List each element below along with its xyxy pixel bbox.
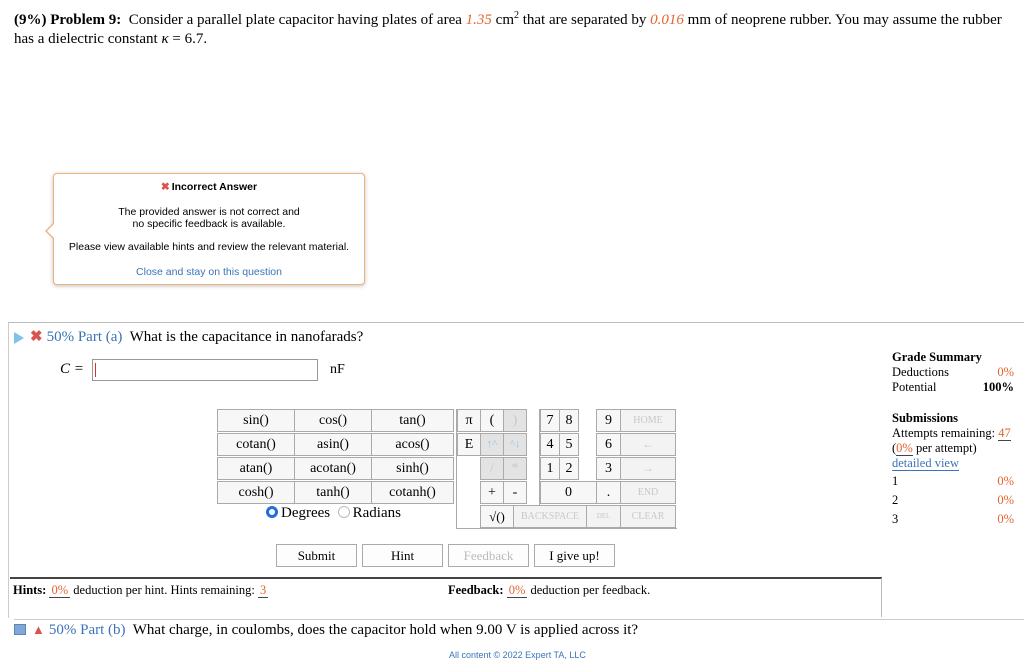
variable-label: C = bbox=[60, 361, 84, 377]
deductions-value: 0% bbox=[997, 365, 1014, 379]
problem-label: Problem 9: bbox=[50, 12, 122, 28]
problem-area-unit: cm bbox=[495, 12, 514, 28]
part-b-percent: 50% bbox=[48, 622, 77, 638]
acos-key[interactable]: acos() bbox=[371, 433, 454, 456]
per-attempt-text: per attempt) bbox=[912, 441, 977, 455]
digit-4-key[interactable]: 4 bbox=[540, 433, 560, 456]
incorrect-x-icon: ✖ bbox=[160, 181, 170, 193]
kappa-symbol: κ bbox=[161, 31, 169, 47]
text-caret bbox=[95, 363, 96, 377]
degrees-radio[interactable] bbox=[266, 506, 278, 518]
submission-row bbox=[892, 493, 1014, 512]
collapse-square-icon[interactable] bbox=[14, 624, 26, 635]
incorrect-answer-popup bbox=[53, 173, 365, 285]
hints-remaining: 3 bbox=[259, 583, 267, 597]
part-b-label: Part (b) bbox=[80, 622, 126, 638]
power-up-key[interactable]: ↑^ bbox=[480, 433, 504, 456]
part-a-percent: 50% bbox=[46, 329, 75, 345]
decimal-key[interactable]: . bbox=[596, 481, 621, 504]
answer-input[interactable] bbox=[92, 359, 318, 381]
close-stay-link[interactable]: Close and stay on this question bbox=[136, 266, 282, 278]
angle-mode bbox=[266, 505, 401, 522]
feedback-label: Feedback: bbox=[448, 583, 504, 597]
digit-2-key[interactable]: 2 bbox=[559, 457, 579, 480]
home-key[interactable]: HOME bbox=[620, 409, 676, 432]
problem-text-2: that are separated by bbox=[518, 12, 651, 28]
digit-9-key[interactable]: 9 bbox=[596, 409, 621, 432]
digit-7-key[interactable]: 7 bbox=[540, 409, 560, 432]
expand-triangle-icon[interactable] bbox=[14, 332, 24, 344]
problem-separation-value: 0.016 bbox=[650, 12, 684, 28]
hints-deduction-pct: 0% bbox=[51, 583, 69, 597]
feedback-button[interactable]: Feedback bbox=[448, 544, 529, 567]
problem-text-3: mm of neoprene rubber. You may assume the rubber has a dielectric constant bbox=[14, 12, 1002, 47]
cotan-key[interactable]: cotan() bbox=[217, 433, 295, 456]
power-down-key[interactable]: ^↓ bbox=[503, 433, 527, 456]
grade-summary-title: Grade Summary bbox=[892, 350, 982, 364]
submission-row bbox=[892, 512, 1014, 531]
detailed-view-link[interactable]: detailed view bbox=[892, 456, 959, 470]
tanh-key[interactable]: tanh() bbox=[294, 481, 372, 504]
backspace-key[interactable]: BACKSPACE bbox=[513, 505, 587, 528]
popup-message-line-2: no specific feedback is available. bbox=[132, 218, 286, 230]
digit-3-key[interactable]: 3 bbox=[596, 457, 621, 480]
multiply-key[interactable]: * bbox=[503, 457, 527, 480]
kappa-equation: = 6.7. bbox=[168, 31, 208, 47]
sinh-key[interactable]: sinh() bbox=[371, 457, 454, 480]
incorrect-x-icon: ✖ bbox=[30, 328, 43, 345]
sin-key[interactable]: sin() bbox=[217, 409, 295, 432]
end-key[interactable]: END bbox=[620, 481, 676, 504]
digit-1-key[interactable]: 1 bbox=[540, 457, 560, 480]
hints-feedback-bar bbox=[10, 577, 882, 617]
potential-value: 100% bbox=[982, 380, 1014, 394]
tan-key[interactable]: tan() bbox=[371, 409, 454, 432]
copyright-footer: All content © 2022 Expert TA, LLC bbox=[449, 650, 586, 660]
unit-label: nF bbox=[330, 362, 345, 377]
popup-message-2: Please view available hints and review the relevant material. bbox=[68, 241, 350, 253]
part-b-question: What charge, in coulombs, does the capacitor hold when 9.00 V is applied across it? bbox=[132, 622, 639, 638]
problem-area-value: 1.35 bbox=[465, 12, 492, 28]
cursor-left-key[interactable]: ← bbox=[620, 433, 676, 456]
cotanh-key[interactable]: cotanh() bbox=[371, 481, 454, 504]
hints-text: deduction per hint. Hints remaining: bbox=[70, 583, 258, 597]
part-a-label: Part (a) bbox=[77, 329, 123, 345]
submission-number: 1 bbox=[892, 474, 899, 488]
e-key[interactable]: E bbox=[457, 433, 481, 456]
submission-row bbox=[892, 474, 1014, 493]
submission-pct: 0% bbox=[997, 493, 1014, 507]
grade-summary: Grade Summary Deductions 0% Potential 100% Submissions Attempts remaining: 47 (0% per attempt) detailed view 1 0% 2 0% 3 0% bbox=[892, 350, 1014, 531]
hints-label: Hints: bbox=[13, 583, 47, 597]
cosh-key[interactable]: cosh() bbox=[217, 481, 295, 504]
give-up-button[interactable]: I give up! bbox=[534, 544, 615, 567]
radians-radio[interactable] bbox=[338, 506, 350, 518]
submission-number: 2 bbox=[892, 493, 899, 507]
problem-statement: (9%) Problem 9: Consider a parallel plate capacitor having plates of area 1.35 $cm^2$ that are separated by 0.016 mm of neoprene rubber. You may assume the rubber has a dielectric constant κ = 6.7. bbox=[14, 10, 1002, 47]
popup-message-line-1: The provided answer is not correct and bbox=[118, 206, 300, 218]
digit-6-key[interactable]: 6 bbox=[596, 433, 621, 456]
part-b-header[interactable] bbox=[14, 619, 1024, 639]
pi-key[interactable]: π bbox=[457, 409, 481, 432]
potential-label: Potential bbox=[892, 380, 937, 394]
feedback-text: deduction per feedback. bbox=[527, 583, 651, 597]
hint-button[interactable]: Hint bbox=[362, 544, 443, 567]
acotan-key[interactable]: acotan() bbox=[294, 457, 372, 480]
divide-key[interactable]: / bbox=[480, 457, 504, 480]
per-attempt-pct: 0% bbox=[896, 441, 913, 455]
popup-title: Incorrect Answer bbox=[171, 181, 258, 193]
cos-key[interactable]: cos() bbox=[294, 409, 372, 432]
sqrt-key[interactable]: √() bbox=[480, 505, 514, 528]
clear-key[interactable]: CLEAR bbox=[620, 505, 676, 528]
submission-pct: 0% bbox=[997, 512, 1014, 526]
problem-percent: (9%) bbox=[14, 12, 47, 28]
problem-text-1: Consider a parallel plate capacitor having plates of area bbox=[128, 12, 466, 28]
attempts-label: Attempts remaining: bbox=[892, 426, 999, 440]
part-a-question: What is the capacitance in nanofarads? bbox=[129, 329, 364, 345]
cursor-right-key[interactable]: → bbox=[620, 457, 676, 480]
radians-label: Radians bbox=[352, 505, 401, 521]
digit-0-key[interactable]: 0 bbox=[540, 481, 597, 504]
submit-button[interactable]: Submit bbox=[276, 544, 357, 567]
minus-key[interactable]: - bbox=[503, 481, 527, 504]
submission-pct: 0% bbox=[997, 474, 1014, 488]
deductions-label: Deductions bbox=[892, 365, 949, 379]
warning-icon: ▲ bbox=[32, 622, 45, 637]
asin-key[interactable]: asin() bbox=[294, 433, 372, 456]
plus-key[interactable]: + bbox=[480, 481, 504, 504]
attempts-value: 47 bbox=[998, 426, 1011, 440]
atan-key[interactable]: atan() bbox=[217, 457, 295, 480]
submission-number: 3 bbox=[892, 512, 899, 526]
digit-5-key[interactable]: 5 bbox=[559, 433, 579, 456]
part-a-header bbox=[14, 327, 363, 346]
open-paren-key[interactable]: ( bbox=[480, 409, 504, 432]
close-paren-key[interactable]: ) bbox=[503, 409, 527, 432]
feedback-deduction-pct: 0% bbox=[508, 583, 526, 597]
digit-8-key[interactable]: 8 bbox=[559, 409, 579, 432]
degrees-label: Degrees bbox=[281, 505, 331, 521]
submissions-title: Submissions bbox=[892, 411, 959, 425]
delete-key[interactable]: DEL bbox=[586, 505, 621, 528]
